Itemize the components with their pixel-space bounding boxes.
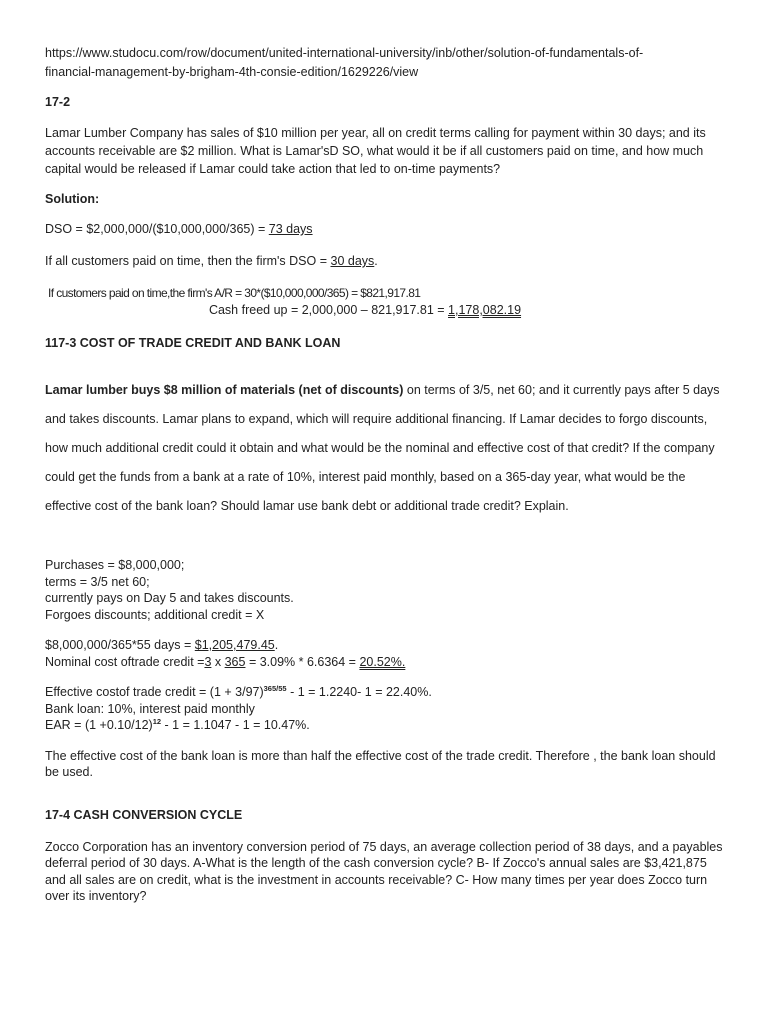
bank-loan-line: Bank loan: 10%, interest paid monthly [45,701,255,716]
source-url-line-2[interactable]: financial-management-by-brigham-4th-consie-edition/1629226/view [45,65,419,79]
given-item: Purchases = $8,000,000; [45,558,185,572]
nominal-cost-numerator-b: 365 [224,654,246,669]
additional-credit-formula: $8,000,000/365*55 days = [45,638,195,652]
nominal-cost-answer: 20.52%. [359,654,406,669]
additional-credit-period: . [274,638,279,652]
ear-result: - 1 = 1.1047 - 1 = 10.47%. [161,718,310,732]
problem-17-2-heading: 17-2 [45,95,71,109]
dso-line [45,221,725,238]
ear-line [45,717,725,734]
nominal-cost-times: x [211,654,225,669]
nominal-cost-calc: = 3.09% * 6.6364 = [245,654,360,669]
ontime-dso-text: If all customers paid on time, then the firm's DSO = [45,254,331,268]
ontime-dso-period: . [374,254,378,268]
given-item: currently pays on Day 5 and takes discounts. [45,591,294,605]
cash-freed-line [5,302,725,319]
problem-17-4-heading: 17-4 CASH CONVERSION CYCLE [45,807,243,822]
problem-17-2-question: Lamar Lumber Company has sales of $10 million per year, all on credit terms calling for payment within 30 days; and its accounts receivable are $2 million. What is Lamar'sD SO, what would it be if all customers paid on time, and how much capital would be released if Lamar could take action that led to on-time payments? [45,126,706,176]
effective-cost-exponent: 365/55 [263,684,287,693]
effective-cost-formula: Effective costof trade credit = (1 + 3/97) [45,685,264,699]
ar-line: If customers paid on time,the firm's A/R = 30*($10,000,000/365) = $821,917.81 [48,286,421,300]
effective-cost-block [45,684,725,734]
solution-label: Solution: [45,192,100,206]
cash-freed-formula: Cash freed up = 2,000,000 – 821,917.81 = [208,303,449,317]
document-page [45,44,725,919]
problem-17-3-question [45,376,725,521]
effective-cost-line [45,684,725,701]
ontime-dso-line [45,253,725,270]
problem-17-4-question: Zocco Corporation has an inventory conversion period of 75 days, an average collection period of 38 days, and a payables deferral period of 30 days. A-What is the length of the cash conversion cycle? B- If Zocco's annual sales are $3,421,875 and all sales are on credit, what is the investment in accounts receivable? C- How many times per year does Zocco turn over its inventory? [45,839,723,903]
additional-credit-answer: $1,205,479.45 [194,638,275,652]
nominal-cost-numerator-a: 3 [204,654,212,669]
additional-credit-line [45,637,725,654]
nominal-cost-label: Nominal cost oftrade credit = [45,654,205,669]
given-list [45,557,725,623]
source-url-line-1[interactable]: https://www.studocu.com/row/document/united-international-university/inb/other/solution-of-fundamentals-of- [45,46,644,60]
ear-formula: EAR = (1 +0.10/12) [45,718,153,732]
cash-freed-answer: 1,178,082.19 [448,303,522,317]
dso-answer: 73 days [268,222,313,236]
problem-17-3-heading: 117-3 COST OF TRADE CREDIT AND BANK LOAN [45,336,341,350]
nominal-cost-line [45,654,725,671]
ear-exponent: 12 [152,717,162,726]
conclusion-text: The effective cost of the bank loan is more than half the effective cost of the trade credit. Therefore , the bank loan should be used. [45,748,716,779]
source-url[interactable] [45,44,725,82]
given-item: Forgoes discounts; additional credit = X [45,607,265,622]
given-item: terms = 3/5 net 60; [45,574,150,589]
problem-17-3-bold-lead: Lamar lumber buys $8 million of materials (net of discounts) [45,383,404,397]
effective-cost-result: - 1 = 1.2240- 1 = 22.40%. [286,685,432,699]
dso-formula: DSO = $2,000,000/($10,000,000/365) = [45,222,269,236]
ontime-dso-answer: 30 days [330,254,375,268]
problem-17-3-question-text: on terms of 3/5, net 60; and it currently pays after 5 days and takes discounts. Lamar plans to expand, which will require additional financing. If Lamar decides to forgo discounts, how much additional credit could it obtain and what would be the nominal and effective cost of that credit? If the company could get the funds from a bank at a rate of 10%, interest paid monthly, based on a 365-day year, what would be the effective cost of the bank loan? Should lamar use bank debt or additional trade credit? Explain. [45,383,720,513]
trade-credit-block [45,637,725,670]
